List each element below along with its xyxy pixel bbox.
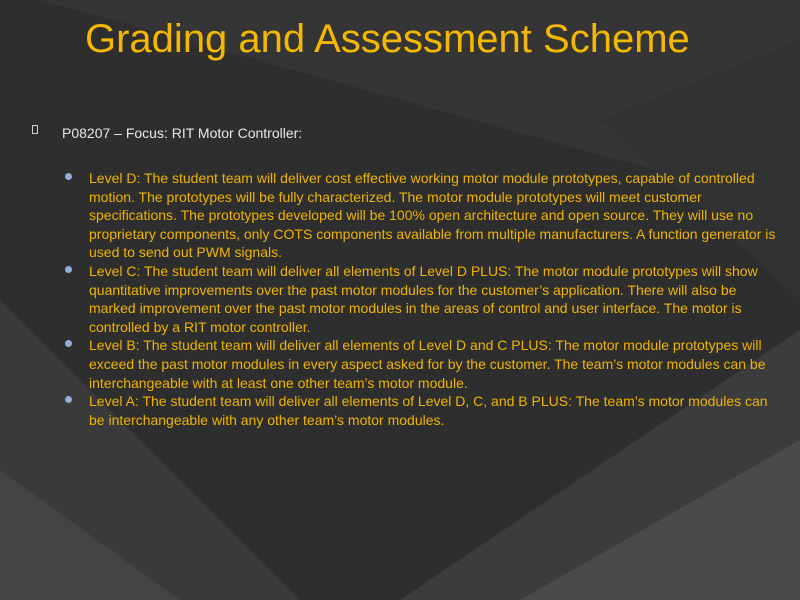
level-b-text: Level B: The student team will deliver all elements of Level D and C PLUS: The motor module prototypes will exceed the past motor modules in every aspect asked for by the customer. The team’s motor modules can be interchangeable with at least one other team’s motor module. [89, 337, 766, 391]
main-bullet-item [32, 124, 777, 142]
slide-content [32, 124, 777, 429]
level-c-text: Level C: The student team will deliver all elements of Level D PLUS: The motor module prototypes will show quantitative improvements over the past motor modules for the customer’s application. There will also be marked improvement over the past motor modules in the areas of control and user interface. The motor is controlled by a RIT motor controller. [89, 262, 758, 335]
square-bullet-icon [32, 125, 38, 134]
circle-bullet-icon [65, 340, 72, 347]
level-d-text: Level D: The student team will deliver cost effective working motor module prototypes, capable of controlled motion. The prototypes will be fully characterized. The motor module prototypes will meet customer specifications. The prototypes developed will be 100% open architecture and open source. They will use no proprietary components, only COTS components available from multiple manufacturers. A function generator is used to send out PWM signals. [89, 170, 776, 261]
main-bullet-text: P08207 – Focus: RIT Motor Controller: [62, 125, 303, 141]
level-a-text: Level A: The student team will deliver all elements of Level D, C, and B PLUS: The team’s motor modules can be interchangeable with any other team’s motor modules. [89, 393, 768, 428]
slide-title: Grading and Assessment Scheme [85, 17, 690, 61]
level-item-c [89, 262, 777, 336]
circle-bullet-icon [65, 396, 72, 403]
level-item-d [89, 169, 777, 262]
circle-bullet-icon [65, 173, 72, 180]
level-item-a [89, 392, 777, 429]
circle-bullet-icon [65, 266, 72, 273]
level-list [32, 169, 777, 429]
level-item-b [89, 336, 777, 392]
